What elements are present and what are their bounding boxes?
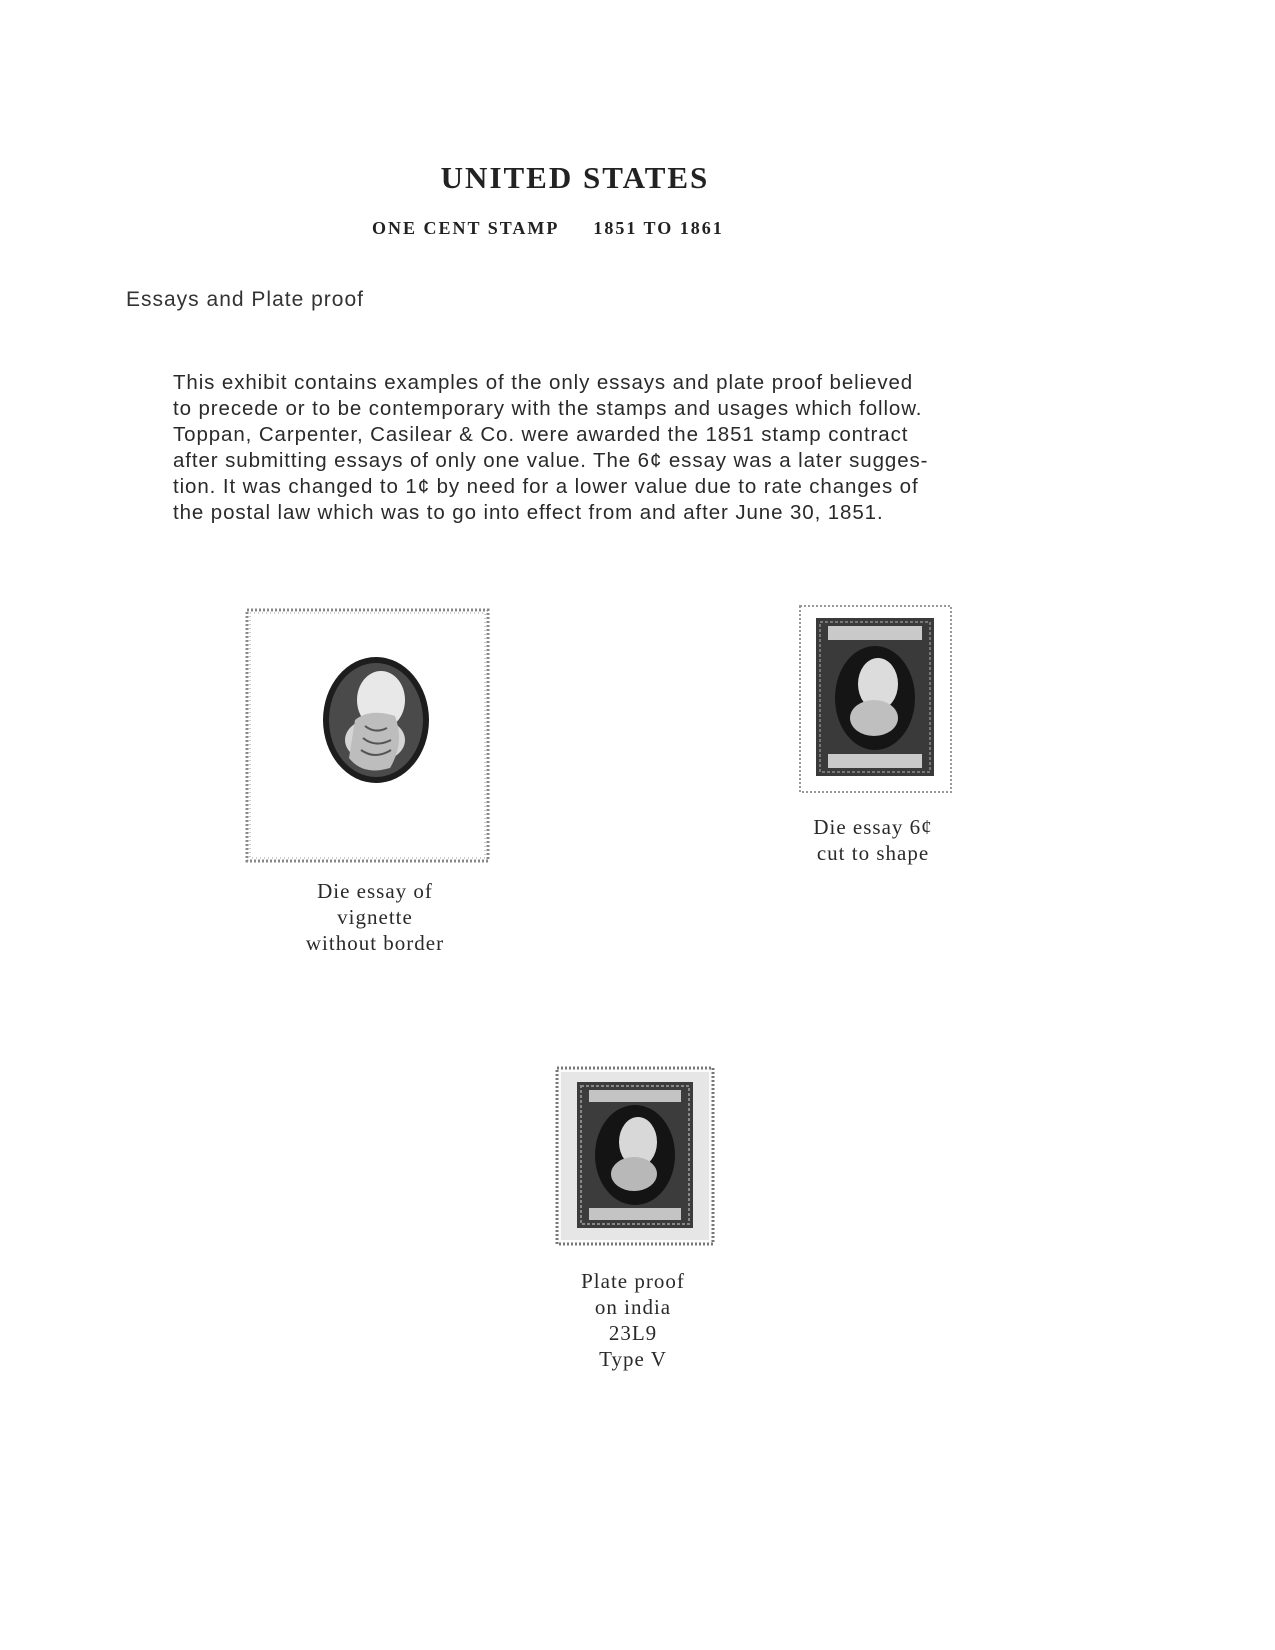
caption-line: cut to shape bbox=[816, 841, 930, 865]
caption-line: without border bbox=[305, 931, 445, 955]
page-title: UNITED STATES bbox=[440, 160, 710, 195]
intro-line: tion. It was changed to 1¢ by need for a lower value due to rate changes of bbox=[173, 475, 919, 498]
page-subtitle bbox=[372, 218, 724, 239]
section-heading: Essays and Plate proof bbox=[126, 288, 364, 311]
subtitle-years: 1851 TO 1861 bbox=[593, 218, 724, 238]
caption-line: on india bbox=[594, 1295, 672, 1319]
intro-line: after submitting essays of only one value. The 6¢ essay was a later sugges- bbox=[173, 449, 929, 472]
caption-line: Die essay of bbox=[317, 879, 433, 903]
die-essay-6c-image bbox=[798, 604, 953, 794]
item-caption bbox=[788, 814, 958, 866]
intro-line: the postal law which was to go into effect from and after June 30, 1851. bbox=[173, 501, 884, 524]
caption-line: 23L9 bbox=[608, 1321, 658, 1345]
item-caption bbox=[543, 1268, 723, 1372]
exhibit-item-die-essay-6c bbox=[798, 604, 953, 865]
exhibit-item-plate-proof bbox=[555, 1066, 715, 1371]
caption-line: vignette bbox=[337, 905, 413, 929]
caption-line: Die essay 6¢ bbox=[813, 815, 933, 839]
intro-paragraph bbox=[173, 370, 1033, 526]
intro-line: This exhibit contains examples of the only essays and plate proof believed bbox=[173, 371, 914, 394]
intro-line: to precede or to be contemporary with the stamps and usages which follow. bbox=[173, 397, 923, 420]
caption-line: Plate proof bbox=[581, 1269, 685, 1293]
exhibit-item-die-essay-vignette bbox=[245, 608, 490, 955]
subtitle-label: ONE CENT STAMP bbox=[372, 218, 560, 238]
vignette-essay-image bbox=[245, 608, 490, 863]
intro-line: Toppan, Carpenter, Casilear & Co. were awarded the 1851 stamp contract bbox=[173, 423, 909, 446]
item-caption bbox=[245, 878, 505, 956]
plate-proof-image bbox=[555, 1066, 715, 1246]
caption-line: Type V bbox=[599, 1347, 667, 1371]
